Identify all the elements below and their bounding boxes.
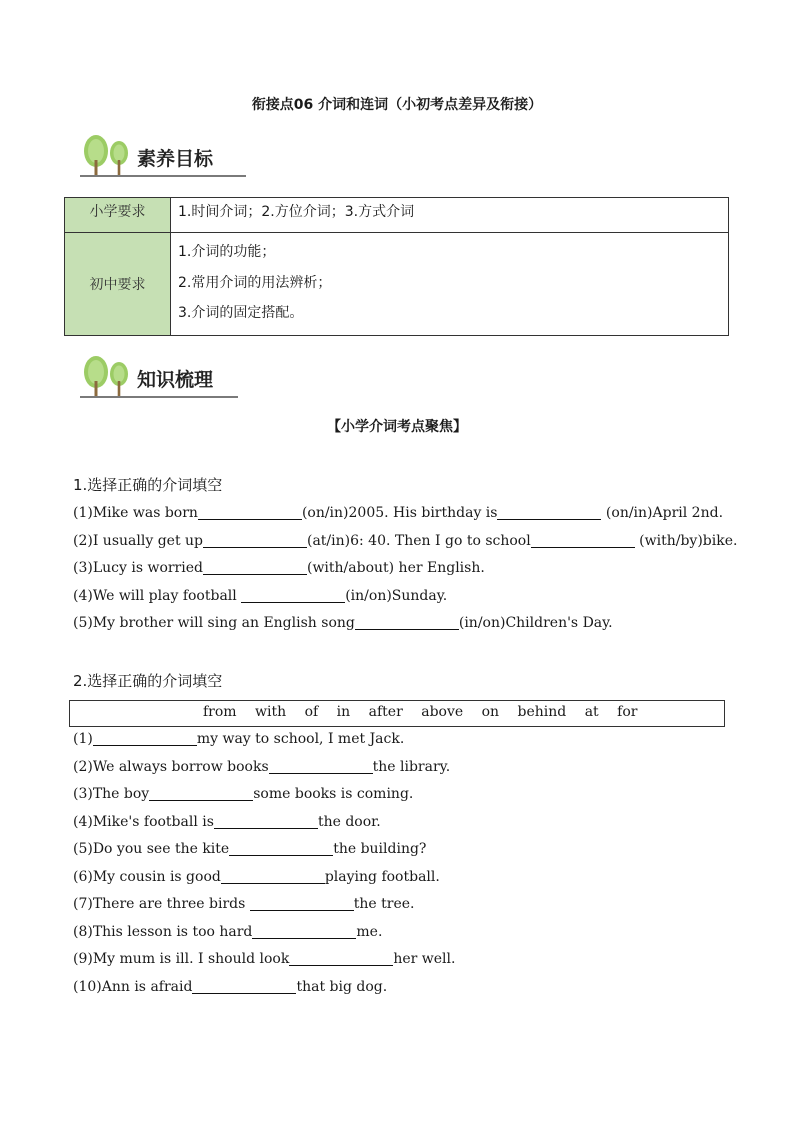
primary-requirement-head: 小学要求 [65,198,171,233]
word-bank-word: at [584,704,599,720]
list-item: 1.介词的功能； [178,244,276,260]
primary-requirement-body: 1.时间介词；2.方位介词；3.方式介词 [171,198,729,233]
answer-blank[interactable] [93,731,197,746]
tree-icon [80,355,132,399]
item-text: (7)There are three birds [73,896,250,912]
section-divider [80,175,246,177]
item-text: the tree. [353,896,415,912]
section-title: 知识梳理 [137,369,214,391]
list-item [73,974,455,1002]
item-text: (with/by)bike. [634,532,738,549]
item-text: (3)The boy [73,786,150,802]
answer-blank[interactable] [229,841,333,856]
word-bank-word: after [368,704,403,720]
item-text: (6)My cousin is good [73,868,221,885]
item-text: (4)We will play football [73,587,242,604]
item-text: (5)Do you see the kite [73,841,230,857]
word-bank-word: on [481,704,500,720]
item-text: the door. [317,813,381,830]
answer-blank[interactable] [203,560,307,575]
document-title: 衔接点06 介词和连词（小初考点差异及衔接） [251,97,543,113]
word-bank-word: of [304,704,319,720]
answer-blank[interactable] [192,979,296,994]
section-divider [80,396,238,398]
item-text: (4)Mike's football is [73,813,214,830]
item-text: playing football. [324,868,440,885]
item-text: (in/on)Sunday. [345,587,448,604]
item-text: (8)This lesson is too hard [73,923,253,940]
item-text: (in/on)Children's Day. [458,615,613,631]
focus-title: 【小学介词考点聚焦】 [327,419,467,435]
item-text: that big dog. [296,978,388,995]
list-item [73,864,455,892]
word-bank-words [203,704,651,720]
list-item [73,781,455,809]
word-bank-word: from [203,704,237,720]
list-item [73,946,455,974]
word-bank-word: behind [517,704,567,720]
item-text: (on/in)2005. His birthday is [301,505,498,521]
answer-blank[interactable] [198,505,302,520]
item-text: the library. [372,758,451,775]
junior-requirement-head: 初中要求 [65,233,171,336]
list-item [73,528,737,556]
word-bank [69,700,725,727]
table-row [65,198,729,233]
item-text: some books is coming. [253,786,414,802]
item-text: (10)Ann is afraid [73,978,193,995]
word-bank-word: with [255,704,287,720]
answer-blank[interactable] [355,615,459,630]
word-bank-word: above [421,704,464,720]
question-2-list [73,726,455,1001]
answer-blank[interactable] [221,869,325,884]
goals-table [64,197,729,336]
junior-requirement-body [171,233,729,336]
list-item [73,836,455,864]
item-text: my way to school, I met Jack. [196,731,405,747]
item-text: (1)Mike was born [73,505,198,521]
list-item: 2.常用介词的用法辨析； [178,274,332,291]
list-item [73,754,455,782]
table-row [65,233,729,336]
item-text: (2)I usually get up [73,532,203,549]
list-item: 3.介词的固定搭配。 [178,305,304,321]
answer-blank[interactable] [269,759,373,774]
tree-icon [80,134,132,178]
item-text: (9)My mum is ill. I should look [73,951,290,967]
answer-blank[interactable] [149,786,253,801]
item-text: (on/in)April 2nd. [601,505,724,521]
section-header-knowledge [80,355,260,401]
question-2-heading: 2.选择正确的介词填空 [73,672,223,690]
answer-blank[interactable] [241,588,345,603]
section-title: 素养目标 [137,148,214,170]
item-text: (at/in)6: 40. Then I go to school [307,532,531,549]
answer-blank[interactable] [250,896,354,911]
section-header-goals [80,134,260,180]
item-text: the building? [333,841,427,857]
item-text: (2)We always borrow books [73,758,269,775]
question-1-list [73,500,737,638]
answer-blank[interactable] [203,533,307,548]
answer-blank[interactable] [531,533,635,548]
answer-blank[interactable] [214,814,318,829]
list-item [73,726,455,754]
list-item [73,555,737,583]
item-text: (5)My brother will sing an English song [73,615,355,631]
item-text: (1) [73,731,93,747]
list-item [73,891,455,919]
word-bank-word: for [617,704,638,720]
item-text: me. [356,923,383,940]
item-text: her well. [393,951,456,967]
answer-blank[interactable] [252,924,356,939]
item-text: (3)Lucy is worried [73,560,203,576]
answer-blank[interactable] [497,505,601,520]
list-item [73,919,455,947]
answer-blank[interactable] [289,951,393,966]
list-item [73,809,455,837]
list-item [73,500,737,528]
item-text: (with/about) her English. [306,560,485,576]
word-bank-word: in [336,704,351,720]
list-item [73,610,737,638]
list-item [73,583,737,611]
question-1-heading: 1.选择正确的介词填空 [73,476,223,494]
